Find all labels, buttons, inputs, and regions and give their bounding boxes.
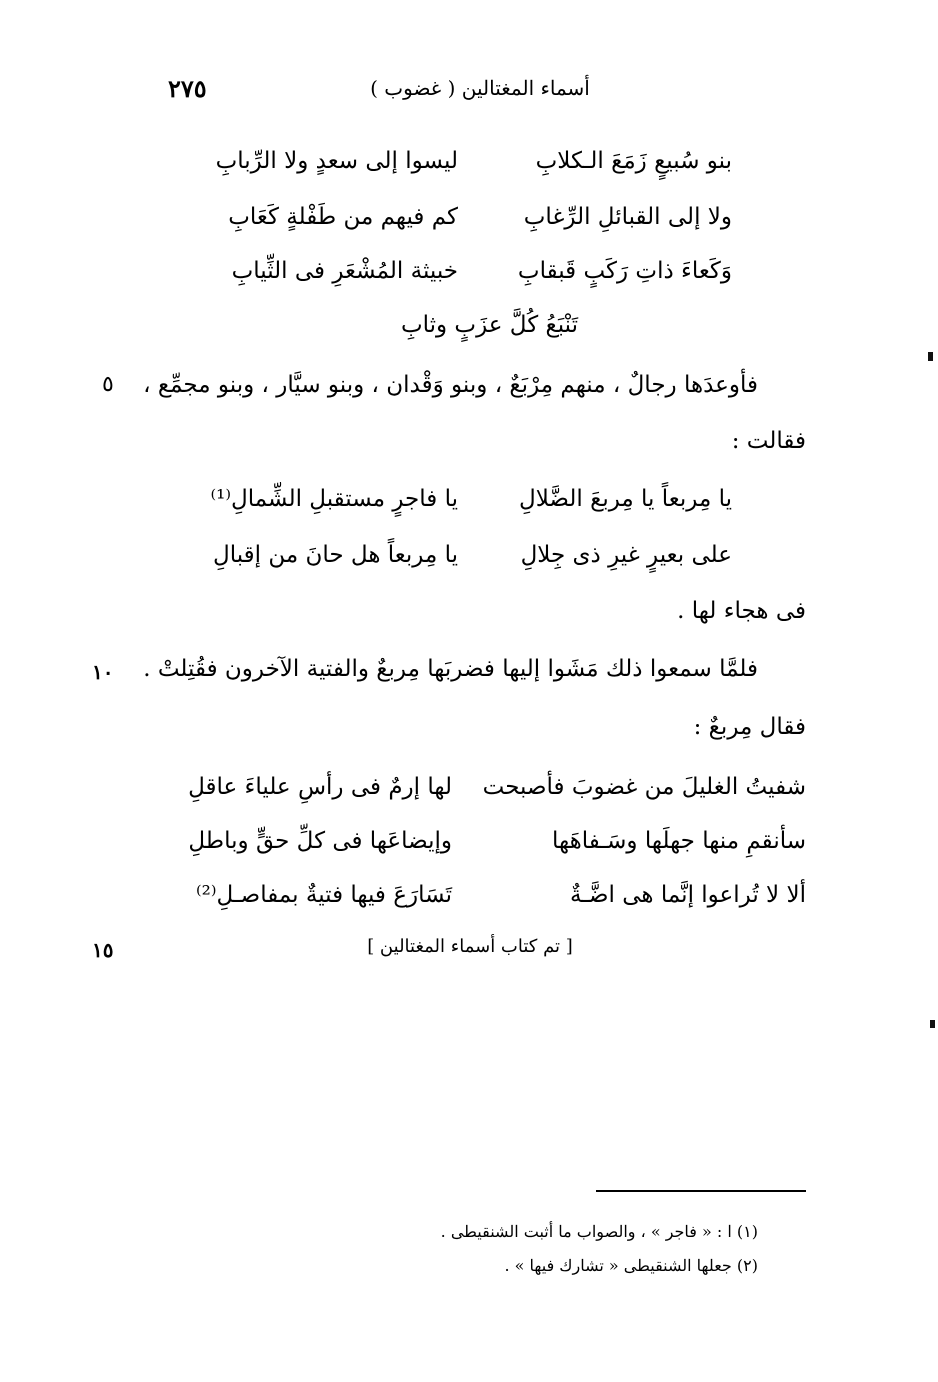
- poem3-line2-left: وإيضاعَها فى كلِّ حقٍّ وباطلِ: [188, 828, 452, 854]
- page-number: ٢٧٥: [168, 74, 207, 103]
- scan-speck: [928, 352, 933, 361]
- footnote-rule: [596, 1190, 806, 1192]
- poem2-line2-left: يا مِربعاً هل حانَ من إقبالِ: [212, 542, 458, 568]
- line-marker-10: ١٠: [92, 660, 114, 684]
- poem3-line2-right: سأنقمِ منها جهلَها وسَـفاهَها: [552, 828, 806, 854]
- para2-line2: فلمَّا سمعوا ذلك مَشَوا إليها فضربَها مِربعٌ والفتية الآخرون فقُتِلتْ .: [143, 656, 758, 682]
- poem1-line3-right: وَكَعاءَ ذاتِ رَكَبٍ قَبقابِ: [517, 258, 732, 284]
- poem1-line4-center: تَنْبَعُ كُلَّ عزَبٍ وثابِ: [400, 312, 578, 338]
- poem1-line3-left: خبيثة المُشْعَرِ فى الثِّيابِ: [231, 258, 458, 284]
- poem2-line2-right: على بعيرٍ غيرِ ذى جِلالِ: [520, 542, 732, 568]
- footnote-1: (١) ا : « فاجر » ، والصواب ما أثبت الشنقيطى .: [440, 1222, 758, 1241]
- line-marker-15: ١٥: [92, 938, 114, 962]
- poem1-line1-left: ليسوا إلى سعدٍ ولا الرِّبابِ: [215, 148, 458, 174]
- para2-line3: فقال مِربعٌ :: [693, 714, 806, 740]
- poem2-line1-left: يا فاجرٍ مستقبلِ الشِّمالِ⁽¹⁾: [210, 486, 458, 512]
- poem3-line1-left: لها إرمٌ فى رأسِ علياءَ عاقلِ: [188, 774, 452, 800]
- closing-note: [ تم كتاب أسماء المغتالين ]: [367, 936, 573, 957]
- poem1-line2-right: ولا إلى القبائلِ الرِّغابِ: [523, 204, 732, 230]
- poem2-line1-right: يا مِربعاً يا مِربعَ الضَّلالِ: [518, 486, 732, 512]
- poem1-line1-right: بنو سُبيعٍ زَمَعَ الـكلابِ: [535, 148, 732, 174]
- para2-line1: فى هجاء لها .: [677, 598, 806, 624]
- poem1-line2-left: كم فيهم من طَفْلةٍ كَعَابِ: [228, 204, 458, 230]
- running-title: أسماء المغتالين ( غضوب ): [370, 76, 590, 100]
- scan-speck: [930, 1020, 935, 1028]
- para1-line2: فقالت :: [731, 428, 806, 454]
- poem3-line3-left: تَسَارَعَ فيها فتيةٌ بمفاصـلِ⁽²⁾: [195, 882, 452, 908]
- line-marker-5: ٥: [102, 372, 114, 397]
- footnote-2: (٢) جعلها الشنقيطى « تشارك فيها » .: [504, 1256, 758, 1275]
- poem3-line3-right: ألا لا تُراعوا إنَّما هى اضَّـةٌ: [569, 882, 806, 908]
- para1-line1: فأوعدَها رجالٌ ، منهم مِرْبَعٌ ، وبنو وَقْدان ، وبنو سيَّار ، وبنو مجمِّع ،: [143, 372, 758, 398]
- poem3-line1-right: شفيتُ الغليلَ من غضوبَ فأصبحت: [482, 774, 806, 800]
